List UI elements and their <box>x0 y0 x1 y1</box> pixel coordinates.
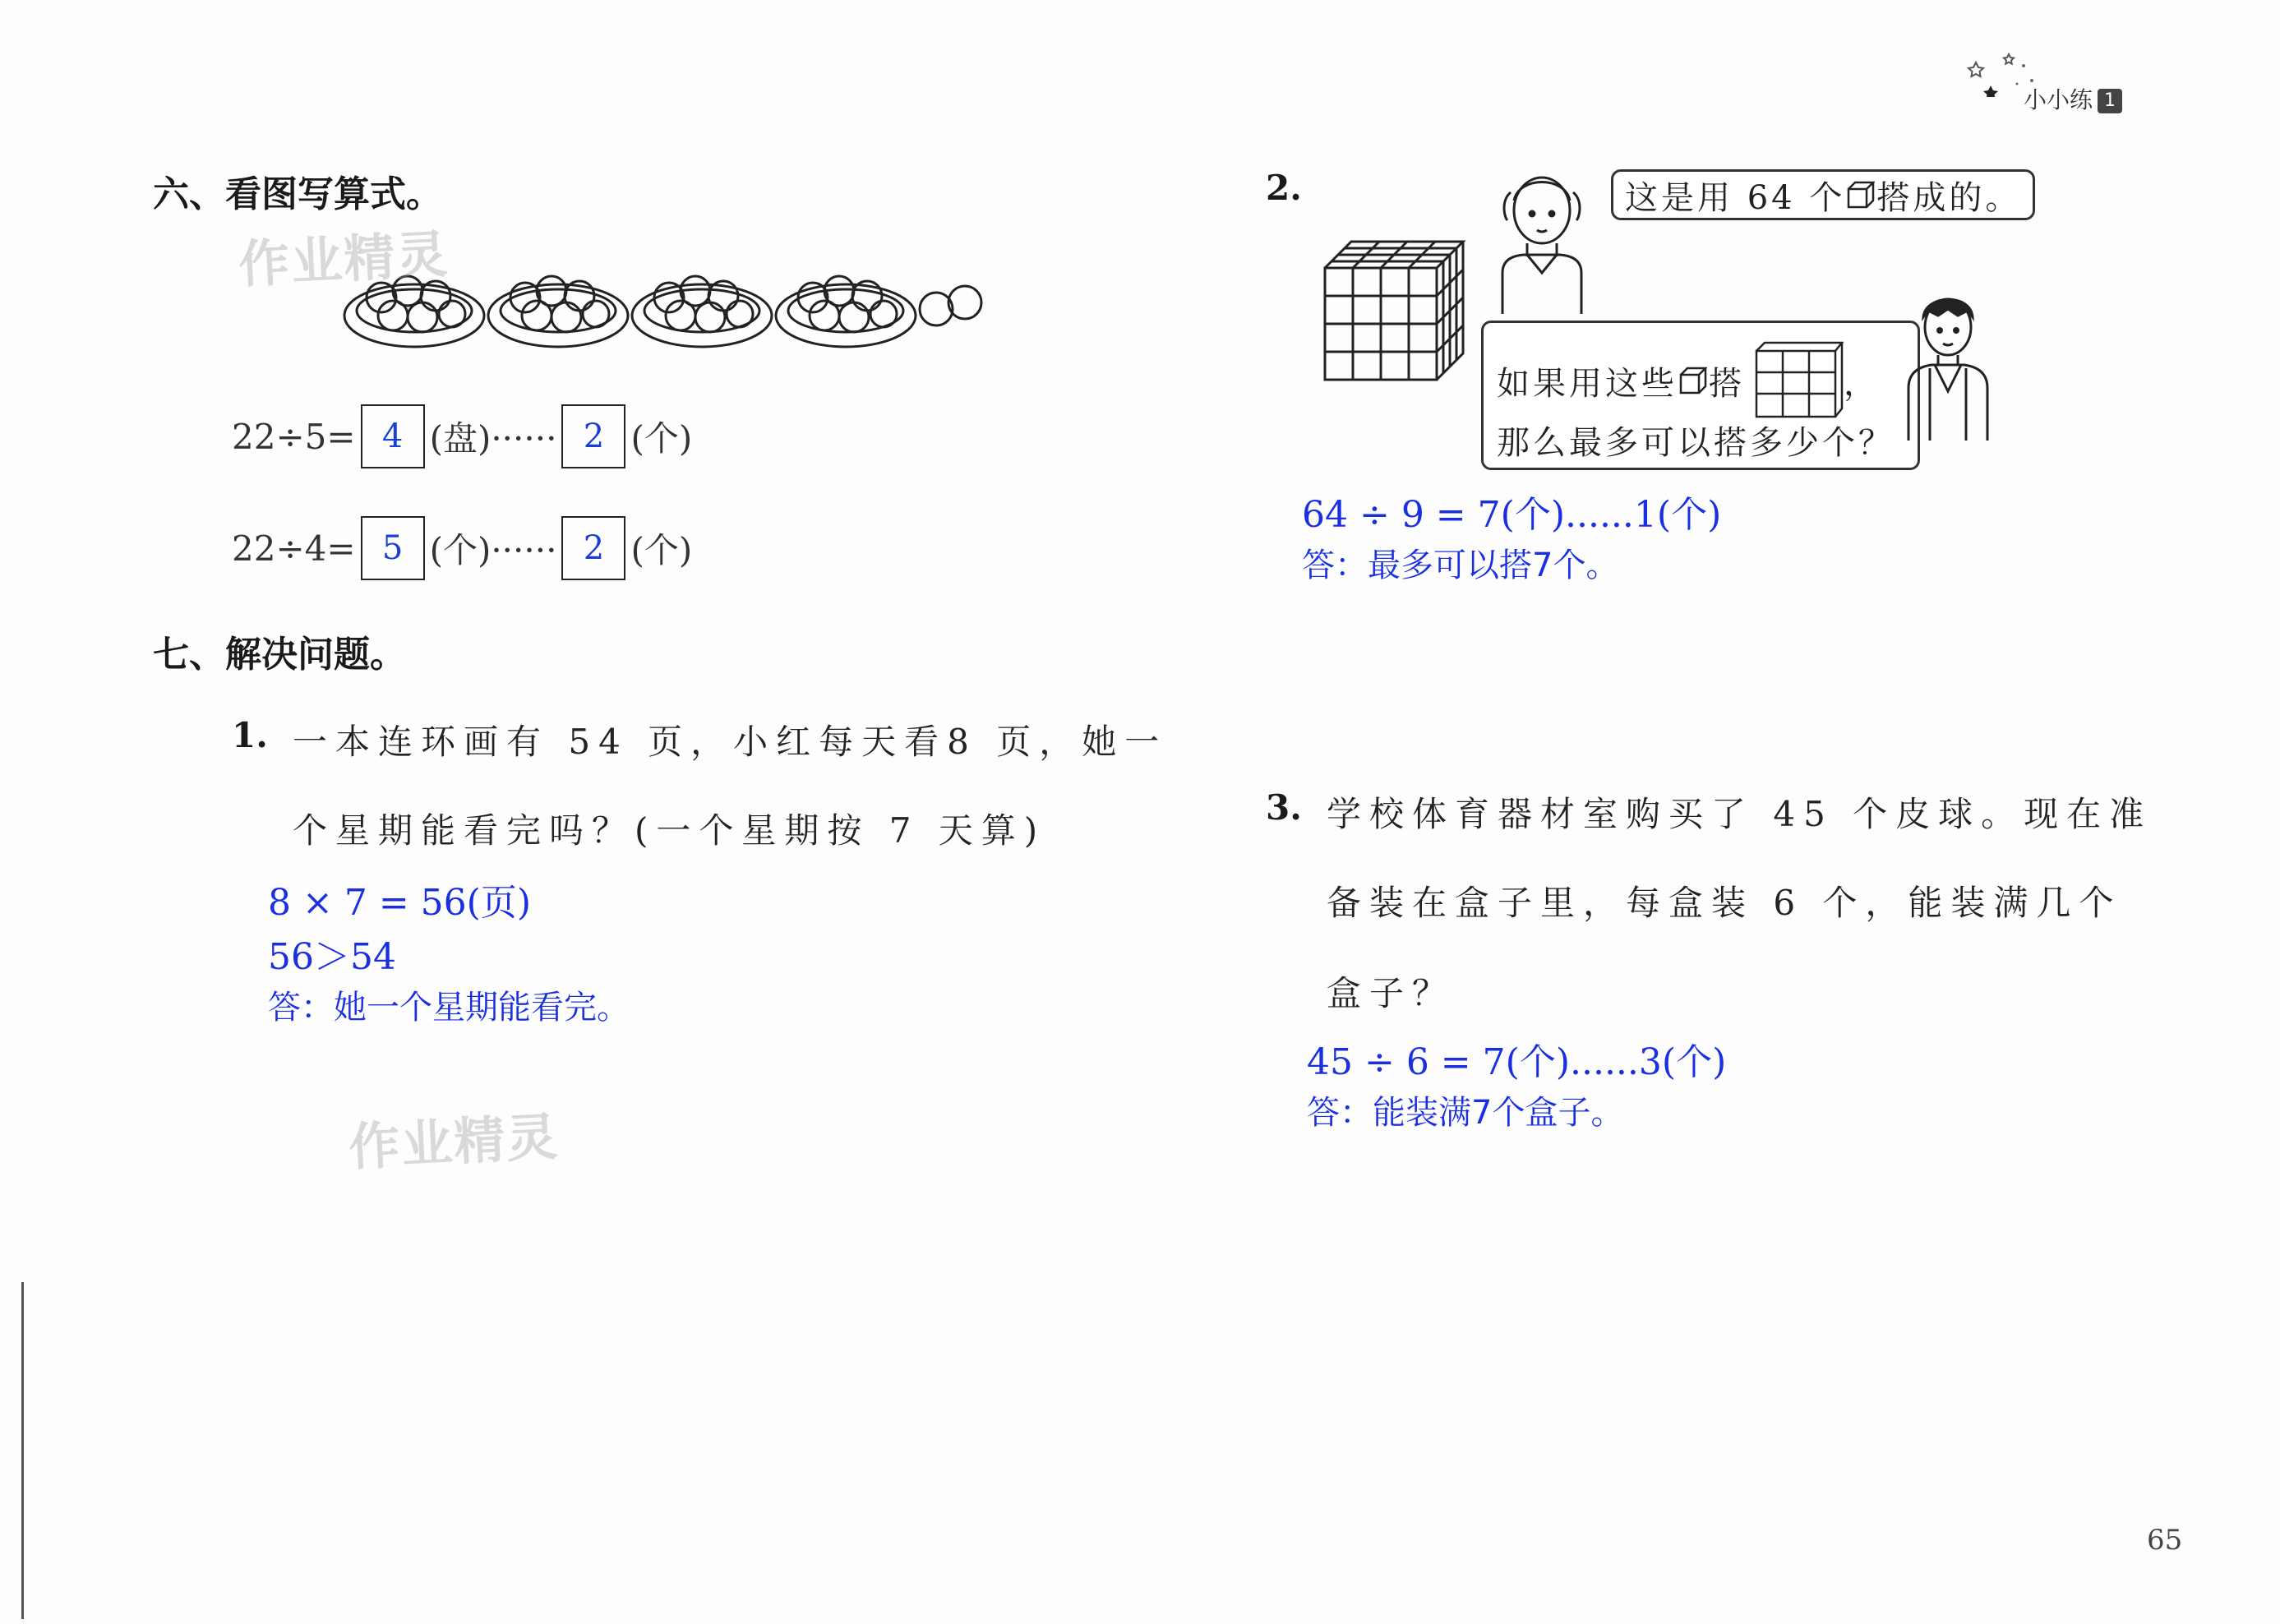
section6-title: 六、看图写算式。 <box>153 173 442 215</box>
q3-answer-line2: 答：能装满7个盒子。 <box>1307 1094 1624 1132</box>
girl-speech-bubble <box>1611 169 2035 220</box>
q1-answer-line1: 8 × 7 = 56(页) <box>268 882 531 924</box>
q3-answer-line1: 45 ÷ 6 = 7(个)......3(个) <box>1307 1041 1727 1083</box>
boy-illustration <box>1902 286 1992 445</box>
binding-edge <box>21 1282 24 1619</box>
girl-speech-part1: 这是用 64 个 <box>1625 178 1846 217</box>
q1-number: 1. <box>232 715 268 755</box>
header-text: 小小练 <box>2024 86 2093 113</box>
q3-text-line2: 备装在盒子里，每盒装 6 个，能装满几个 <box>1327 883 2122 923</box>
equation-2 <box>232 516 692 580</box>
eq2-right: (个) <box>630 530 693 570</box>
q2-answer-line2: 答：最多可以搭7个。 <box>1302 547 1619 584</box>
eq1-middle: (盘)······ <box>429 418 557 459</box>
boy-speech-line1-part1: 如果用这些 <box>1497 364 1678 403</box>
boy-speech-line1 <box>1497 339 1880 422</box>
girl-speech-part2: 搭成的。 <box>1876 178 2022 217</box>
q1-text-line2: 个星期能看完吗？(一个星期按 7 天算) <box>293 810 1046 851</box>
q1-text-line1: 一本连环画有 54 页，小红每天看8 页，她一 <box>293 722 1168 762</box>
q2-number: 2. <box>1266 168 1302 208</box>
boy-speech-bubble <box>1481 321 1920 470</box>
q1-answer-line3: 答：她一个星期能看完。 <box>268 989 630 1027</box>
small-cube-icon <box>1679 367 1707 394</box>
eq2-left: 22÷4= <box>232 528 356 569</box>
girl-illustration <box>1486 168 1598 319</box>
header-number-badge: 1 <box>2098 89 2122 113</box>
boy-speech-line1-part2: 搭 <box>1709 364 1745 403</box>
eq2-answer-box-remainder: 2 <box>561 516 625 580</box>
big-cube-illustration <box>1322 238 1466 386</box>
small-cube-icon <box>1847 181 1875 209</box>
watermark-bottom: 作业精灵 <box>347 1106 561 1178</box>
layer-block-icon <box>1753 339 1844 422</box>
watermark-top: 作业精灵 <box>237 224 451 295</box>
q3-text-line1: 学校体育器材室购买了 45 个皮球。现在准 <box>1327 794 2153 834</box>
eq2-middle: (个)······ <box>429 530 557 570</box>
eq2-answer-box-quotient: 5 <box>361 516 425 580</box>
q1-answer-line2: 56＞54 <box>268 936 396 978</box>
boy-speech-line2: 那么最多可以搭多少个？ <box>1497 424 1895 462</box>
q3-text-line3: 盒子？ <box>1327 973 1456 1013</box>
header-label <box>2024 82 2122 115</box>
equation-1 <box>232 404 692 468</box>
eq1-right: (个) <box>630 418 693 459</box>
page-number: 65 <box>2147 1524 2183 1557</box>
q2-answer-line1: 64 ÷ 9 = 7(个)......1(个) <box>1302 494 1722 536</box>
eq1-answer-box-quotient: 4 <box>361 404 425 468</box>
boy-speech-line1-part3: ， <box>1844 364 1880 403</box>
section7-title: 七、解决问题。 <box>153 634 406 676</box>
eq1-answer-box-remainder: 2 <box>561 404 625 468</box>
eq1-left: 22÷5= <box>232 416 356 457</box>
q3-number: 3. <box>1266 787 1302 828</box>
